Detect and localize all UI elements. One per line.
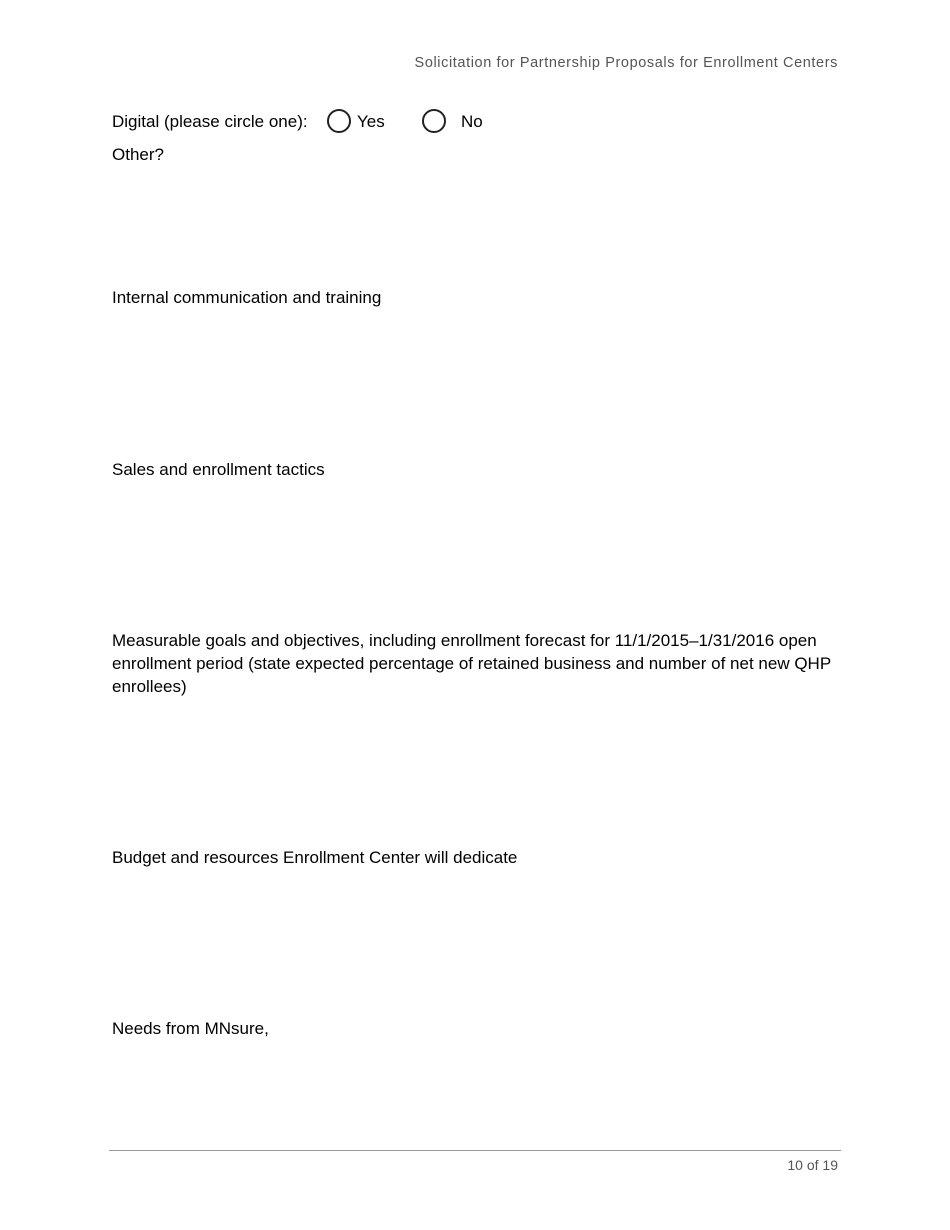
no-option-label[interactable]: No	[461, 112, 483, 131]
yes-option-label[interactable]: Yes	[357, 112, 385, 131]
budget-label: Budget and resources Enrollment Center will dedicate	[112, 848, 518, 867]
no-circle-icon[interactable]	[422, 109, 446, 133]
other-field-label: Other?	[112, 145, 164, 164]
internal-communication-label: Internal communication and training	[112, 288, 382, 307]
page-number: 10 of 19	[787, 1157, 838, 1173]
yes-circle-icon[interactable]	[327, 109, 351, 133]
measurable-goals-label: Measurable goals and objectives, including enrollment forecast for 11/1/2015–1/31/2016 open enrollment period (state expected percentage of retained business and number of net new QHP enrollees)	[112, 631, 831, 696]
page-header-title: Solicitation for Partnership Proposals for Enrollment Centers	[414, 55, 838, 71]
footer-divider	[109, 1150, 841, 1151]
needs-label: Needs from MNsure,	[112, 1019, 269, 1038]
sales-tactics-label: Sales and enrollment tactics	[112, 460, 325, 479]
digital-question-label: Digital (please circle one):	[112, 112, 308, 131]
